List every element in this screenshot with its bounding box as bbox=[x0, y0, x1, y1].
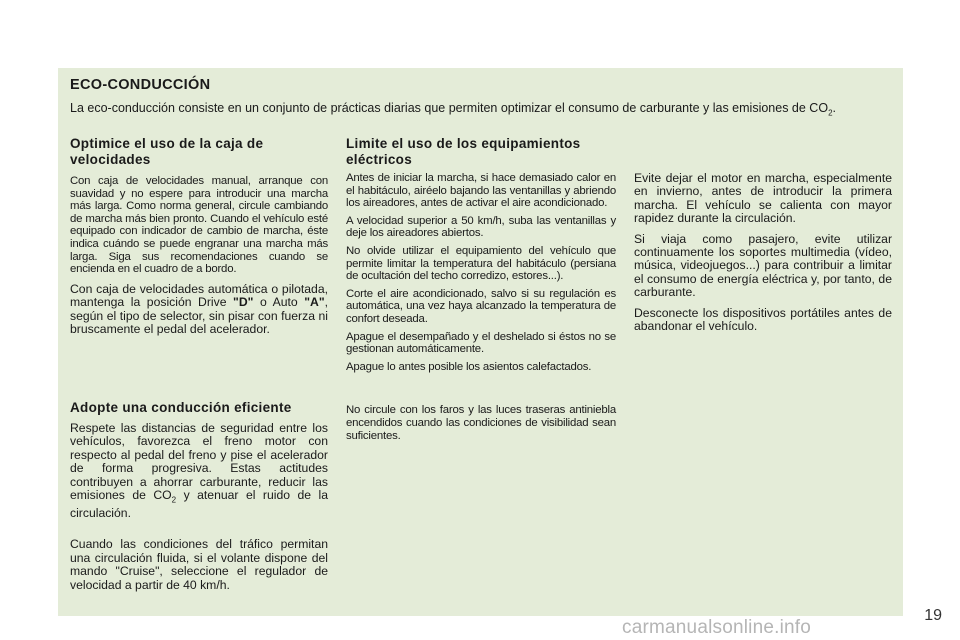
efficient-text bbox=[70, 422, 328, 592]
electrical-paragraph-6: Apague lo antes posible los asientos calefactados. bbox=[346, 360, 592, 373]
electrical-paragraph-5: Apague el desempañado y el deshelado si éstos no se gestionan automáticamente. bbox=[346, 330, 616, 356]
watermark: carmanualsonline.info bbox=[622, 617, 812, 638]
electrical-paragraph-7: No circule con los faros y las luces traseras antiniebla encendidos cuando las condiciones de visibilidad sean suficientes. bbox=[346, 404, 616, 442]
col3-text bbox=[634, 172, 892, 333]
gearbox-paragraph-2: Con caja de velocidades automática o pilotada, mantenga la posición Drive "D" o Auto "A", según el tipo de selector, sin pisar con fuerza ni bruscamente el pedal del acelerador. bbox=[70, 281, 328, 336]
gearbox-paragraph-1: Con caja de velocidades manual, arranque con suavidad y no espere para introducir una marcha más larga. Como norma general, circule cambiando de marcha más bien pronto. Cuando el vehículo esté equipado con indicador de cambio de marcha, éste indica cuándo se puede engranar una marcha más larga. Siga sus recomendaciones cuando se encienda en el cuadro de a bordo. bbox=[70, 175, 328, 276]
electrical-paragraph-4: Corte el aire acondicionado, salvo si su regulación es automática, una vez haya alcanzado la temperatura de confort deseada. bbox=[346, 287, 616, 325]
efficient-paragraph-1: Respete las distancias de seguridad entre los vehículos, favorezca el freno motor con respecto al pedal del freno y pise el acelerador de forma progresiva. Estas actitudes contribuyen a ahorrar carburante, reducir las emisiones de $CO_2$ y atenuar el ruido de la circulación. bbox=[70, 421, 328, 520]
col3-paragraph-2: Si viaja como pasajero, evite utilizar continuamente los soportes multimedia (vídeo, música, videojuegos...) para contribuir a limitar el consumo de energía eléctrica y, por tanto, de carburante. bbox=[634, 231, 892, 300]
electrical-paragraph-2: A velocidad superior a 50 km/h, suba las ventanillas y deje los aireadores abiertos. bbox=[346, 214, 616, 240]
electrical-text bbox=[346, 172, 616, 442]
col3-paragraph-3: Desconecte los dispositivos portátiles antes de abandonar el vehículo. bbox=[634, 305, 892, 334]
electrical-paragraph-3: No olvide utilizar el equipamiento del vehículo que permite limitar la temperatura del habitáculo (persiana de ocultación del techo corredizo, estores...). bbox=[346, 244, 616, 283]
electrical-heading: Limite el uso de los equipamientos eléctricos bbox=[346, 136, 581, 167]
electrical-paragraph-1: Antes de iniciar la marcha, si hace demasiado calor en el habitáculo, airéelo bajando las ventanillas y abriendo los aireadores, antes de activar el aire acondicionado. bbox=[346, 172, 616, 210]
gearbox-heading: Optimice el uso de la caja de velocidades bbox=[70, 136, 264, 167]
page-title: ECO-CONDUCCIÓN bbox=[70, 77, 211, 93]
efficient-heading: Adopte una conducción eficiente bbox=[70, 400, 292, 415]
efficient-paragraph-2: Cuando las condiciones del tráfico permitan una circulación fluida, si el volante dispone del mando "Cruise", seleccione el regulador de velocidad a partir de 40 km/h. bbox=[70, 537, 328, 592]
page-number: 19 bbox=[924, 607, 942, 624]
col3-paragraph-1: Evite dejar el motor en marcha, especialmente en invierno, antes de introducir la primera marcha. El vehículo se calienta con mayor rapidez durante la circulación. bbox=[634, 171, 892, 226]
intro-paragraph: La eco-conducción consiste en un conjunto de prácticas diarias que permiten optimizar el consumo de carburante y las emisiones de $CO_2$. bbox=[70, 101, 836, 118]
gearbox-text bbox=[70, 175, 328, 336]
